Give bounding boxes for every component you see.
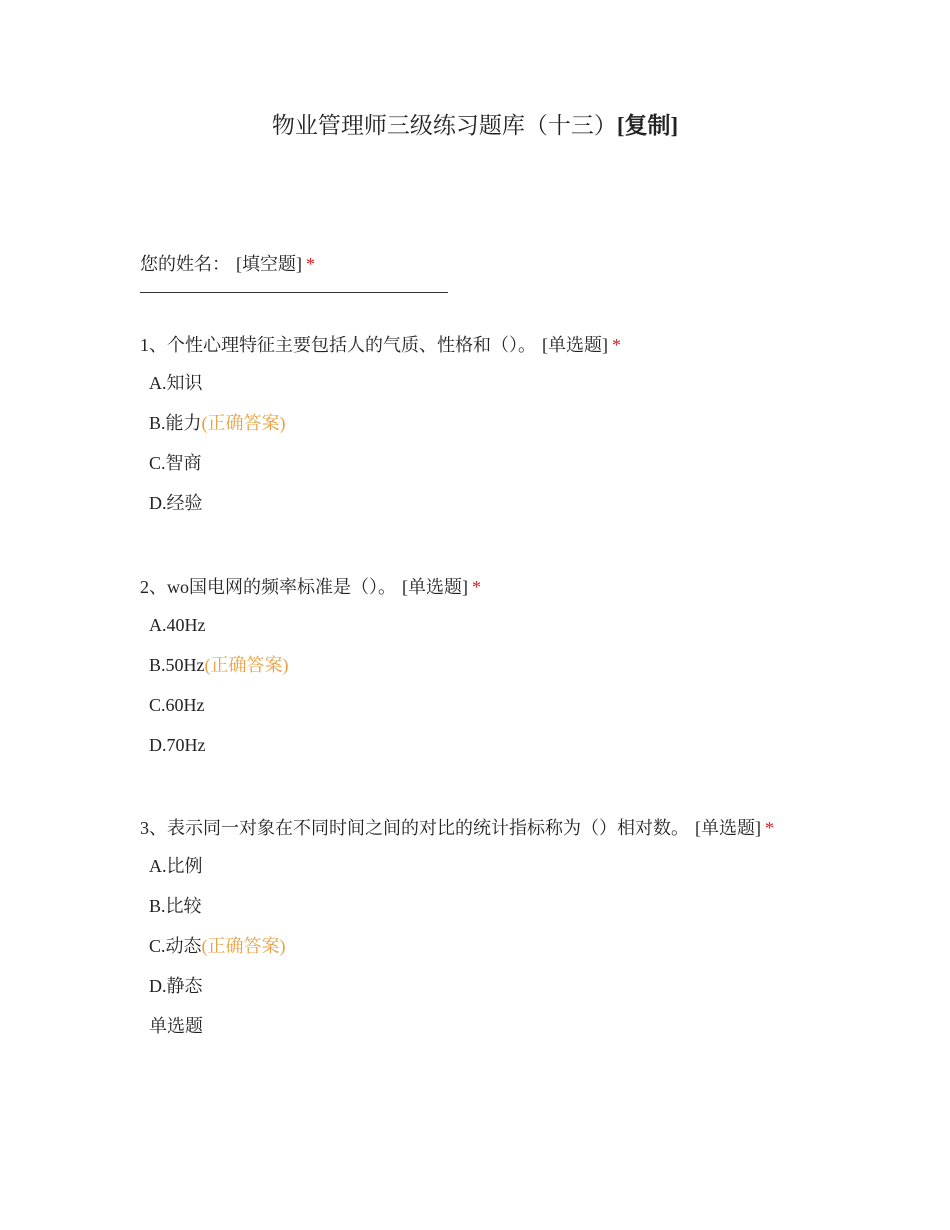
question-text-line	[140, 331, 860, 359]
question-text: 1、个性心理特征主要包括人的气质、性格和（）。	[140, 335, 536, 355]
option-c[interactable]	[149, 691, 860, 731]
question-1	[140, 331, 860, 529]
option-b[interactable]	[149, 409, 860, 449]
option-label: D.70Hz	[149, 735, 206, 755]
name-input-line[interactable]	[140, 292, 448, 293]
options-list	[140, 369, 860, 529]
option-d[interactable]	[149, 972, 860, 1012]
option-label: C.60Hz	[149, 695, 205, 715]
required-mark: *	[765, 818, 774, 838]
option-label: C.智商	[149, 453, 202, 473]
option-c[interactable]	[149, 449, 860, 489]
option-label: A.知识	[149, 373, 203, 393]
option-b[interactable]	[149, 892, 860, 932]
title-main: 物业管理师三级练习题库（十三）	[271, 113, 617, 138]
page-title	[0, 110, 950, 142]
required-mark: *	[612, 335, 621, 355]
name-label: 您的姓名：	[140, 254, 230, 274]
option-d[interactable]	[149, 731, 860, 771]
question-2	[140, 573, 860, 771]
option-label: C.动态	[149, 936, 202, 956]
required-mark: *	[306, 254, 315, 274]
question-text: 2、wo国电网的频率标准是（）。	[140, 577, 396, 597]
option-c[interactable]	[149, 932, 860, 972]
question-text: 3、表示同一对象在不同时间之间的对比的统计指标称为（）相对数。	[140, 818, 689, 838]
option-label: B.50Hz	[149, 655, 205, 675]
option-a[interactable]	[149, 369, 860, 409]
title-copy-tag: [复制]	[616, 113, 679, 138]
name-question	[140, 250, 840, 293]
option-d[interactable]	[149, 489, 860, 529]
option-label: B.能力	[149, 413, 202, 433]
question-text-line	[140, 573, 860, 601]
options-list	[140, 852, 860, 1012]
option-a[interactable]	[149, 852, 860, 892]
question-type-note: 单选题	[149, 1016, 203, 1036]
name-question-line	[140, 250, 840, 278]
question-text-line	[140, 814, 860, 842]
question-type: [单选题]	[695, 818, 761, 838]
option-b[interactable]	[149, 651, 860, 691]
option-a[interactable]	[149, 611, 860, 651]
options-list	[140, 611, 860, 771]
correct-answer-marker: (正确答案)	[204, 655, 289, 675]
question-type: [单选题]	[402, 577, 468, 597]
correct-answer-marker: (正确答案)	[201, 413, 286, 433]
option-label: A.比例	[149, 856, 203, 876]
question-type: [填空题]	[236, 254, 302, 274]
correct-answer-marker: (正确答案)	[201, 936, 286, 956]
option-label: D.经验	[149, 493, 203, 513]
option-label: A.40Hz	[149, 615, 206, 635]
question-3	[140, 814, 860, 1040]
option-label: D.静态	[149, 976, 203, 996]
option-label: B.比较	[149, 896, 202, 916]
required-mark: *	[472, 577, 481, 597]
question-type: [单选题]	[542, 335, 608, 355]
